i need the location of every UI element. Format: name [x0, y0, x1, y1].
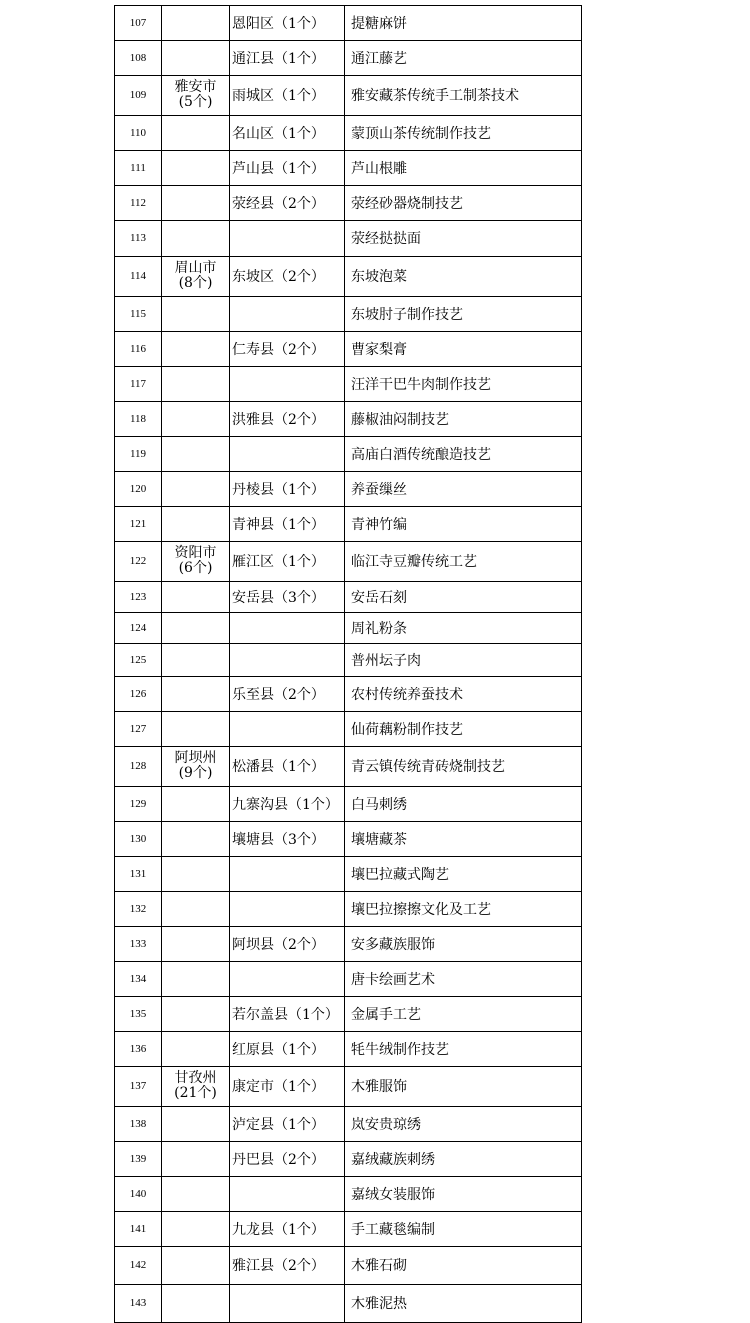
county-cell: 雨城区（1个） — [229, 75, 344, 115]
city-cell — [161, 1284, 229, 1322]
city-cell — [161, 891, 229, 926]
item-cell: 金属手工艺 — [344, 996, 582, 1031]
city-cell — [161, 1246, 229, 1284]
city-count: (8个) — [178, 275, 213, 291]
item-cell: 岚安贵琼绣 — [344, 1106, 582, 1141]
row-number: 111 — [114, 150, 161, 185]
city-cell — [161, 115, 229, 150]
item-cell: 唐卡绘画艺术 — [344, 961, 582, 996]
table-row — [114, 1176, 582, 1211]
city-cell — [161, 821, 229, 856]
row-divider — [114, 150, 582, 151]
city-cell — [161, 612, 229, 643]
table-row — [114, 711, 582, 746]
county-cell: 青神县（1个） — [229, 506, 344, 541]
row-number: 116 — [114, 331, 161, 366]
row-number: 115 — [114, 296, 161, 331]
county-cell — [229, 711, 344, 746]
row-number: 114 — [114, 256, 161, 296]
item-cell: 荥经砂器烧制技艺 — [344, 185, 582, 220]
city-cell — [161, 786, 229, 821]
county-cell: 阿坝县（2个） — [229, 926, 344, 961]
county-cell: 仁寿县（2个） — [229, 331, 344, 366]
row-divider — [114, 643, 582, 644]
table-row — [114, 856, 582, 891]
item-cell: 木雅石砌 — [344, 1246, 582, 1284]
row-number: 143 — [114, 1284, 161, 1322]
row-number: 112 — [114, 185, 161, 220]
row-divider — [114, 366, 582, 367]
city-cell — [161, 1141, 229, 1176]
item-cell: 牦牛绒制作技艺 — [344, 1031, 582, 1066]
city-cell — [161, 856, 229, 891]
county-cell: 恩阳区（1个） — [229, 5, 344, 40]
county-cell: 泸定县（1个） — [229, 1106, 344, 1141]
county-cell: 洪雅县（2个） — [229, 401, 344, 436]
item-cell: 临江寺豆瓣传统工艺 — [344, 541, 582, 581]
county-cell: 荥经县（2个） — [229, 185, 344, 220]
item-cell: 壤巴拉擦擦文化及工艺 — [344, 891, 582, 926]
row-number: 113 — [114, 220, 161, 256]
row-number: 127 — [114, 711, 161, 746]
row-divider — [114, 1284, 582, 1285]
table-row — [114, 746, 582, 786]
table-row — [114, 471, 582, 506]
city-cell — [161, 926, 229, 961]
row-divider — [114, 961, 582, 962]
city-cell — [161, 746, 229, 786]
row-number: 139 — [114, 1141, 161, 1176]
city-cell — [161, 40, 229, 75]
item-cell: 嘉绒女装服饰 — [344, 1176, 582, 1211]
city-cell — [161, 436, 229, 471]
row-number: 109 — [114, 75, 161, 115]
table-row — [114, 1031, 582, 1066]
city-cell — [161, 471, 229, 506]
city-cell — [161, 220, 229, 256]
row-number: 126 — [114, 676, 161, 711]
item-cell: 白马刺绣 — [344, 786, 582, 821]
row-number: 128 — [114, 746, 161, 786]
item-cell: 青云镇传统青砖烧制技艺 — [344, 746, 582, 786]
row-number: 137 — [114, 1066, 161, 1106]
row-number: 121 — [114, 506, 161, 541]
city-count: (6个) — [178, 560, 213, 576]
county-cell: 东坡区（2个） — [229, 256, 344, 296]
city-cell — [161, 676, 229, 711]
row-divider — [114, 40, 582, 41]
row-number: 129 — [114, 786, 161, 821]
row-number: 135 — [114, 996, 161, 1031]
row-divider — [114, 401, 582, 402]
row-divider — [114, 331, 582, 332]
city-cell — [161, 5, 229, 40]
row-number: 117 — [114, 366, 161, 401]
row-number: 141 — [114, 1211, 161, 1246]
item-cell: 壤巴拉藏式陶艺 — [344, 856, 582, 891]
row-number: 140 — [114, 1176, 161, 1211]
item-cell: 农村传统养蚕技术 — [344, 676, 582, 711]
item-cell: 曹家梨膏 — [344, 331, 582, 366]
row-divider — [114, 506, 582, 507]
item-cell: 周礼粉条 — [344, 612, 582, 643]
table-row — [114, 40, 582, 75]
row-divider — [114, 581, 582, 582]
item-cell: 提糖麻饼 — [344, 5, 582, 40]
item-cell: 养蚕缫丝 — [344, 471, 582, 506]
table-row — [114, 1246, 582, 1284]
row-divider — [114, 786, 582, 787]
row-number: 132 — [114, 891, 161, 926]
table-row — [114, 401, 582, 436]
item-cell: 手工藏毯编制 — [344, 1211, 582, 1246]
county-cell — [229, 891, 344, 926]
table-row — [114, 541, 582, 581]
table-row — [114, 331, 582, 366]
item-cell: 木雅服饰 — [344, 1066, 582, 1106]
table-row — [114, 612, 582, 643]
item-cell: 芦山根雕 — [344, 150, 582, 185]
item-cell: 青神竹编 — [344, 506, 582, 541]
county-cell — [229, 1176, 344, 1211]
county-cell: 九龙县（1个） — [229, 1211, 344, 1246]
row-divider — [114, 220, 582, 221]
county-cell — [229, 296, 344, 331]
item-cell: 通江藤艺 — [344, 40, 582, 75]
county-cell: 安岳县（3个） — [229, 581, 344, 612]
item-cell: 壤塘藏茶 — [344, 821, 582, 856]
county-cell: 丹棱县（1个） — [229, 471, 344, 506]
row-divider — [114, 75, 582, 76]
heritage-table — [114, 0, 582, 1316]
city-name: 眉山市 — [174, 260, 217, 276]
row-divider — [114, 1211, 582, 1212]
table-row — [114, 996, 582, 1031]
city-cell — [161, 1106, 229, 1141]
row-divider — [114, 856, 582, 857]
city-count: (9个) — [178, 765, 213, 781]
item-cell: 东坡肘子制作技艺 — [344, 296, 582, 331]
row-divider — [114, 612, 582, 613]
table-row — [114, 296, 582, 331]
table-row — [114, 676, 582, 711]
city-name: 雅安市 — [174, 79, 217, 95]
row-number: 122 — [114, 541, 161, 581]
row-divider — [114, 926, 582, 927]
item-cell: 东坡泡菜 — [344, 256, 582, 296]
county-cell — [229, 961, 344, 996]
item-cell: 安多藏族服饰 — [344, 926, 582, 961]
table-row — [114, 185, 582, 220]
row-divider — [114, 256, 582, 257]
row-number: 118 — [114, 401, 161, 436]
table-row — [114, 366, 582, 401]
row-divider — [114, 891, 582, 892]
city-cell — [161, 1211, 229, 1246]
table-row — [114, 1106, 582, 1141]
table-row — [114, 891, 582, 926]
item-cell: 木雅泥热 — [344, 1284, 582, 1322]
table-row — [114, 1141, 582, 1176]
row-divider — [114, 471, 582, 472]
county-cell: 雁江区（1个） — [229, 541, 344, 581]
table-row — [114, 961, 582, 996]
city-name: 阿坝州 — [174, 750, 217, 766]
table-row — [114, 436, 582, 471]
row-number: 108 — [114, 40, 161, 75]
row-number: 123 — [114, 581, 161, 612]
county-cell — [229, 856, 344, 891]
item-cell: 汪洋干巴牛肉制作技艺 — [344, 366, 582, 401]
city-cell — [161, 996, 229, 1031]
row-number: 142 — [114, 1246, 161, 1284]
table-row — [114, 1211, 582, 1246]
row-number: 110 — [114, 115, 161, 150]
row-divider — [114, 5, 582, 6]
county-cell: 康定市（1个） — [229, 1066, 344, 1106]
row-divider — [114, 676, 582, 677]
county-cell — [229, 220, 344, 256]
city-cell — [161, 401, 229, 436]
row-divider — [114, 711, 582, 712]
table-row — [114, 256, 582, 296]
city-cell — [161, 366, 229, 401]
table-row — [114, 821, 582, 856]
item-cell: 蒙顶山茶传统制作技艺 — [344, 115, 582, 150]
table-row — [114, 115, 582, 150]
table-row — [114, 1066, 582, 1106]
row-divider — [114, 821, 582, 822]
item-cell: 藤椒油闷制技艺 — [344, 401, 582, 436]
row-number: 138 — [114, 1106, 161, 1141]
row-divider — [114, 1141, 582, 1142]
item-cell: 荥经挞挞面 — [344, 220, 582, 256]
table-row — [114, 581, 582, 612]
county-cell — [229, 366, 344, 401]
table-row — [114, 150, 582, 185]
city-cell — [161, 1031, 229, 1066]
row-divider — [114, 1031, 582, 1032]
city-cell — [161, 1176, 229, 1211]
item-cell: 普州坛子肉 — [344, 643, 582, 676]
county-cell: 九寨沟县（1个） — [229, 786, 344, 821]
row-divider — [114, 746, 582, 747]
row-number: 131 — [114, 856, 161, 891]
row-number: 120 — [114, 471, 161, 506]
item-cell: 雅安藏茶传统手工制茶技术 — [344, 75, 582, 115]
city-count: (21个) — [174, 1085, 217, 1101]
row-number: 124 — [114, 612, 161, 643]
row-divider — [114, 1176, 582, 1177]
city-cell — [161, 185, 229, 220]
city-cell — [161, 75, 229, 115]
row-divider — [114, 996, 582, 997]
county-cell — [229, 436, 344, 471]
city-cell — [161, 150, 229, 185]
table-row — [114, 506, 582, 541]
item-cell: 安岳石刻 — [344, 581, 582, 612]
row-divider — [114, 1246, 582, 1247]
table-row — [114, 926, 582, 961]
table-row — [114, 220, 582, 256]
county-cell: 松潘县（1个） — [229, 746, 344, 786]
row-divider — [114, 1106, 582, 1107]
city-cell — [161, 581, 229, 612]
row-divider — [114, 541, 582, 542]
city-name: 资阳市 — [174, 545, 217, 561]
county-cell — [229, 1284, 344, 1322]
city-cell — [161, 256, 229, 296]
city-cell — [161, 1066, 229, 1106]
row-number: 119 — [114, 436, 161, 471]
table-row — [114, 75, 582, 115]
county-cell: 红原县（1个） — [229, 1031, 344, 1066]
county-cell: 雅江县（2个） — [229, 1246, 344, 1284]
table-row — [114, 643, 582, 676]
row-divider — [114, 1066, 582, 1067]
item-cell: 仙荷藕粉制作技艺 — [344, 711, 582, 746]
city-cell — [161, 711, 229, 746]
city-cell — [161, 296, 229, 331]
city-cell — [161, 961, 229, 996]
city-cell — [161, 331, 229, 366]
county-cell — [229, 643, 344, 676]
county-cell: 芦山县（1个） — [229, 150, 344, 185]
city-cell — [161, 506, 229, 541]
county-cell: 通江县（1个） — [229, 40, 344, 75]
table-row — [114, 1284, 582, 1322]
row-divider — [114, 115, 582, 116]
city-cell — [161, 541, 229, 581]
county-cell: 名山区（1个） — [229, 115, 344, 150]
county-cell: 丹巴县（2个） — [229, 1141, 344, 1176]
county-cell: 壤塘县（3个） — [229, 821, 344, 856]
city-count: (5个) — [178, 94, 213, 110]
table-row — [114, 786, 582, 821]
item-cell: 高庙白酒传统酿造技艺 — [344, 436, 582, 471]
row-divider — [114, 185, 582, 186]
county-cell: 乐至县（2个） — [229, 676, 344, 711]
row-divider — [114, 436, 582, 437]
row-number: 130 — [114, 821, 161, 856]
table-row — [114, 5, 582, 40]
row-number: 134 — [114, 961, 161, 996]
row-divider — [114, 296, 582, 297]
county-cell — [229, 612, 344, 643]
row-number: 125 — [114, 643, 161, 676]
city-name: 甘孜州 — [174, 1070, 217, 1086]
row-number: 136 — [114, 1031, 161, 1066]
city-cell — [161, 643, 229, 676]
row-number: 133 — [114, 926, 161, 961]
county-cell: 若尔盖县（1个） — [229, 996, 344, 1031]
row-number: 107 — [114, 5, 161, 40]
item-cell: 嘉绒藏族刺绣 — [344, 1141, 582, 1176]
